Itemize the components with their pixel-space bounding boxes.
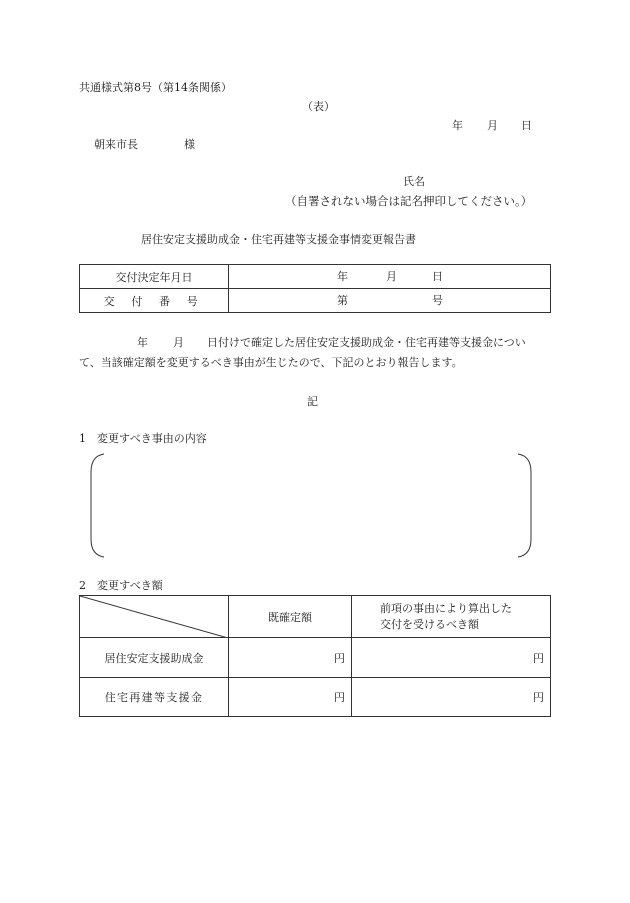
housing-stability-label-cell — [80, 638, 229, 678]
body-year: 年 — [137, 336, 148, 349]
section2-title: 変更すべき額 — [97, 579, 163, 592]
diagonal-header-cell — [80, 596, 229, 638]
section1-title: 変更すべき事由の内容 — [97, 432, 207, 445]
ki-label: 記 — [307, 395, 318, 408]
section2-number: 2 — [79, 579, 86, 592]
grant-number-label-cell — [80, 289, 229, 313]
info-table — [79, 264, 551, 313]
addressee-honorific: 様 — [184, 138, 195, 151]
sign-note: （自署されない場合は記名押印してください。） — [285, 194, 533, 208]
amount-header-row — [80, 596, 551, 638]
new-amount-header-line1: 前項の事由により算出した — [380, 602, 512, 615]
grant-number-value-cell — [229, 289, 551, 313]
housing-rebuild-confirmed-unit: 円 — [334, 691, 345, 704]
decision-date-label-cell — [80, 265, 229, 289]
info-row-decision-date — [80, 265, 551, 289]
housing-rebuild-label: 住宅再建等支援金 — [104, 691, 204, 704]
grant-number-prefix: 第 — [337, 294, 348, 307]
new-amount-header-line2: 交付を受けるべき額 — [380, 618, 479, 631]
housing-stability-new-unit: 円 — [533, 651, 544, 665]
decision-date-month: 月 — [386, 270, 397, 283]
date-year-label: 年 — [452, 119, 463, 132]
confirmed-header: 既確定額 — [268, 610, 312, 624]
info-row-grant-number — [80, 289, 551, 313]
diagonal-line — [80, 596, 228, 638]
housing-rebuild-label-cell — [80, 678, 229, 717]
right-bracket — [518, 454, 531, 557]
housing-stability-new-cell — [352, 638, 551, 678]
housing-stability-confirmed-unit: 円 — [334, 651, 345, 665]
form-number: 共通様式第8号（第14条関係） — [79, 81, 232, 94]
confirmed-header-cell — [229, 596, 352, 638]
left-bracket — [91, 454, 104, 557]
decision-date-year: 年 — [337, 270, 348, 283]
new-amount-header-cell — [352, 596, 551, 638]
addressee-title: 朝来市長 — [94, 138, 138, 151]
housing-rebuild-new-cell — [352, 678, 551, 717]
grant-number-label: 交 付 番 号 — [103, 294, 205, 308]
section1-number: 1 — [79, 432, 86, 445]
housing-rebuild-confirmed-cell — [229, 678, 352, 717]
amount-row-housing-stability — [80, 638, 551, 678]
name-label: 氏名 — [403, 175, 425, 188]
document-title: 居住安定支援助成金・住宅再建等支援金事情変更報告書 — [141, 233, 416, 246]
housing-stability-label: 居住安定支援助成金 — [104, 651, 204, 665]
body-month: 月 — [173, 336, 184, 349]
amount-row-housing-rebuild — [80, 678, 551, 717]
body-line1: 日付けで確定した居住安定支援助成金・住宅再建等支援金につい — [207, 336, 526, 349]
decision-date-value-cell — [229, 265, 551, 289]
decision-date-day: 日 — [432, 270, 443, 283]
body-line2: て、当該確定額を変更するべき事由が生じたので、下記のとおり報告します。 — [79, 356, 463, 369]
housing-rebuild-new-unit: 円 — [533, 691, 544, 704]
date-day-label: 日 — [521, 119, 532, 132]
grant-number-suffix: 号 — [432, 294, 443, 307]
decision-date-label: 交付決定年月日 — [115, 270, 193, 284]
date-month-label: 月 — [487, 119, 498, 132]
housing-stability-confirmed-cell — [229, 638, 352, 678]
side-label: （表） — [302, 100, 335, 113]
amount-table — [79, 595, 551, 717]
